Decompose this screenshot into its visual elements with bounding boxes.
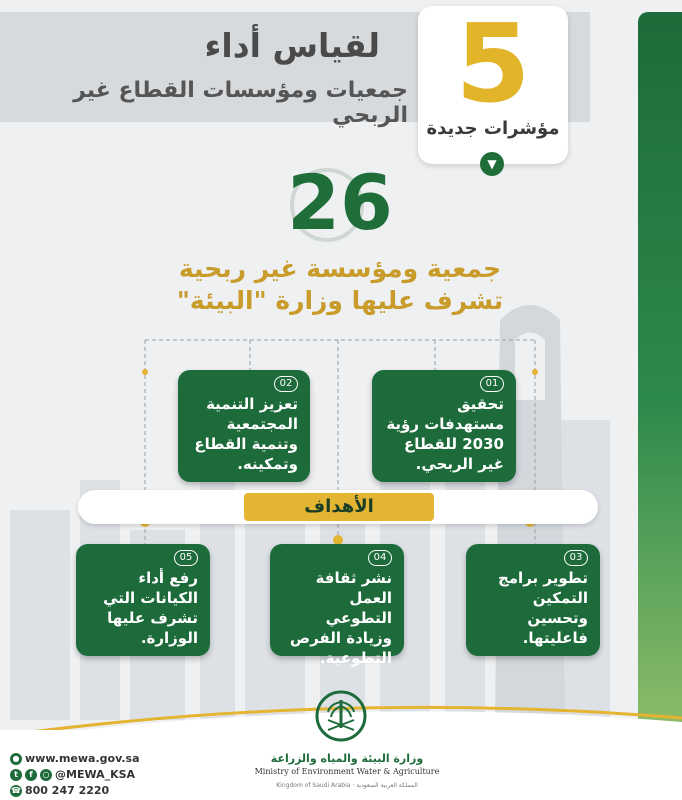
page-subtitle: جمعيات ومؤسسات القطاع غير الربحي bbox=[73, 78, 408, 128]
chevron-down-icon: ▼ bbox=[480, 152, 504, 176]
goal-number: 04 bbox=[368, 550, 392, 566]
page-title: لقياس أداء bbox=[204, 26, 380, 65]
goal-card-05 bbox=[76, 544, 210, 656]
goal-card-01 bbox=[372, 370, 516, 482]
social-link[interactable] bbox=[10, 768, 135, 781]
goal-text: رفع أداء الكيانات التي تشرف عليها الوزارة. bbox=[103, 569, 198, 647]
goal-text: تعزيز التنمية المجتمعية وتنمية القطاع وتمكينه. bbox=[194, 395, 298, 473]
ministry-name-ar: وزارة البيئة والمياه والزراعة bbox=[270, 752, 424, 765]
phone-icon: ☎ bbox=[11, 786, 21, 795]
goal-number: 03 bbox=[564, 550, 588, 566]
phone-link[interactable] bbox=[10, 784, 109, 797]
website-text: www.mewa.gov.sa bbox=[25, 752, 140, 765]
goal-text: تحقيق مستهدفات رؤية 2030 للقطاع غير الربحي. bbox=[386, 395, 504, 473]
website-link[interactable] bbox=[10, 752, 140, 765]
goal-card-03 bbox=[466, 544, 600, 656]
instagram-icon: ○ bbox=[40, 769, 52, 781]
goal-number: 01 bbox=[480, 376, 504, 392]
goal-text: نشر ثقافة العمل التطوعي وزيادة الفرص التطوعية. bbox=[289, 569, 392, 667]
goal-number: 05 bbox=[174, 550, 198, 566]
indicators-label: مؤشرات جديدة bbox=[426, 118, 560, 139]
organizations-caption-line2: تشرف عليها وزارة "البيئة" bbox=[176, 286, 504, 315]
ministry-name-en: Ministry of Environment Water & Agriculture bbox=[254, 767, 440, 776]
ministry-logo bbox=[314, 690, 368, 746]
organizations-caption-line1: جمعية ومؤسسة غير ربحية bbox=[178, 254, 502, 283]
goal-card-02 bbox=[178, 370, 310, 482]
organizations-count: 26 bbox=[287, 158, 393, 247]
phone-number: 800 247 2220 bbox=[25, 784, 110, 797]
goal-text: تطوير برامج التمكين وتحسين فاعليتها. bbox=[497, 569, 588, 647]
globe-icon: ● bbox=[10, 753, 22, 765]
indicators-count: 5 bbox=[455, 2, 531, 127]
social-handle: @MEWA_KSA bbox=[55, 768, 136, 781]
kingdom-name: Kingdom of Saudi Arabia · المملكة العربية السعودية bbox=[276, 782, 418, 789]
twitter-icon: t bbox=[10, 769, 22, 781]
goals-label: الأهداف bbox=[244, 493, 434, 521]
goal-card-04 bbox=[270, 544, 404, 667]
facebook-icon: f bbox=[25, 769, 37, 781]
goal-number: 02 bbox=[274, 376, 298, 392]
